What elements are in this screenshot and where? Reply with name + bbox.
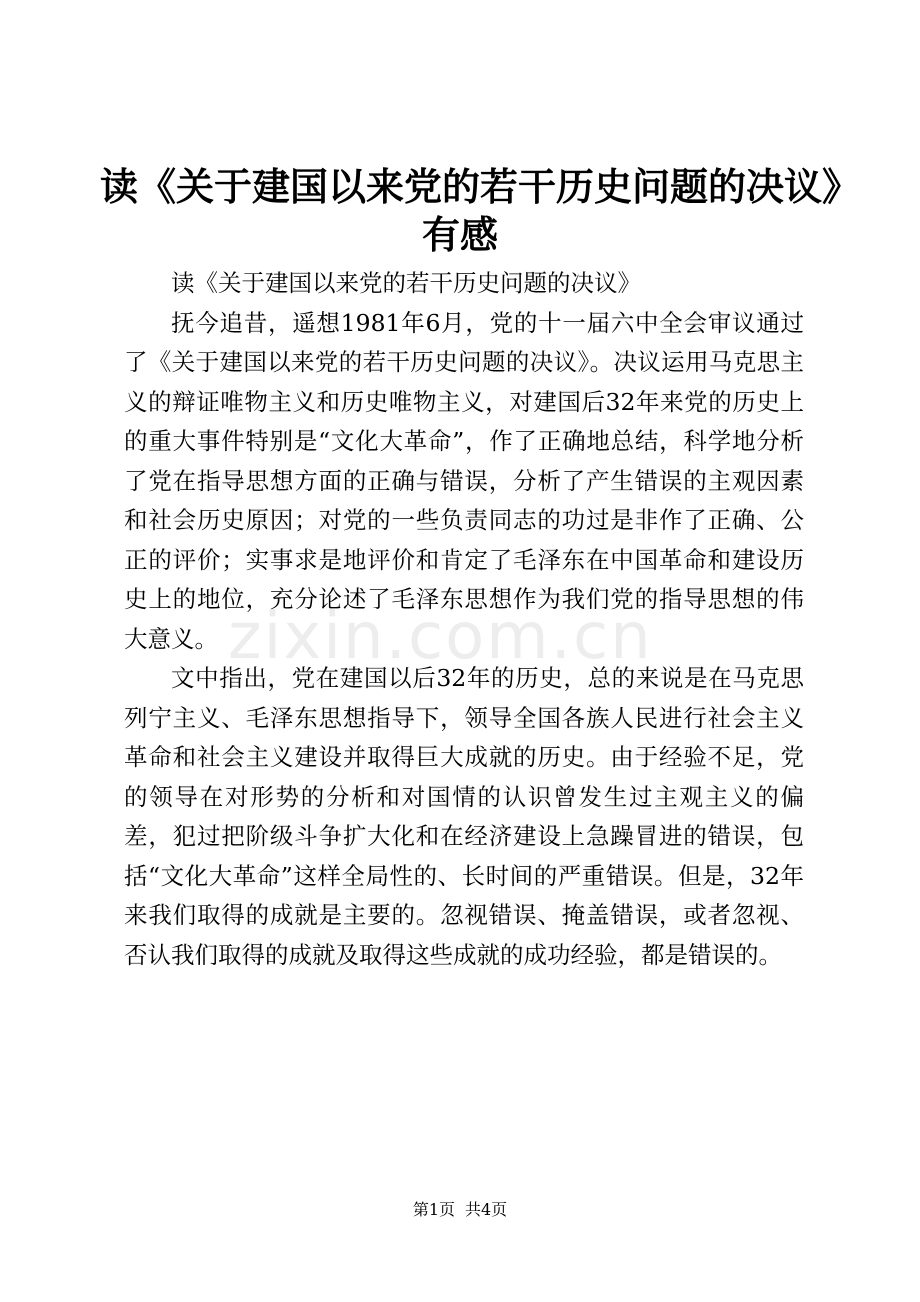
document-body (124, 264, 804, 975)
page-number: 第1页 (412, 1200, 455, 1219)
page-footer (0, 1200, 920, 1220)
document-title-line-1: 读《关于建国以来党的若干历史问题的决议》 (100, 164, 861, 209)
paragraph-1: 抚今追昔，遥想1981年6月，党的十一届六中全会审议通过了《关于建国以来党的若干历史问题的决议》。决议运用马克思主义的辩证唯物主义和历史唯物主义，对建国后32年来党的历史上的重大事件特别是“文化大革命”，作了正确地总结，科学地分析了党在指导思想方面的正确与错误，分析了产生错误的主观因素和社会历史原因；对党的一些负责同志的功过是非作了正确、公正的评价；实事求是地评价和肯定了毛泽东在中国革命和建设历史上的地位，充分论述了毛泽东思想作为我们党的指导思想的伟大意义。 (124, 308, 804, 653)
paragraph-2: 文中指出，党在建国以后32年的历史，总的来说是在马克思列宁主义、毛泽东思想指导下，领导全国各族人民进行社会主义革命和社会主义建设并取得巨大成就的历史。由于经验不足，党的领导在对形势的分析和对国情的认识曾发生过主观主义的偏差，犯过把阶级斗争扩大化和在经济建设上急躁冒进的错误，包括“文化大革命”这样全局性的、长时间的严重错误。但是，32年来我们取得的成就是主要的。忽视错误、掩盖错误，或者忽视、否认我们取得的成就及取得这些成就的成功经验，都是错误的。 (124, 664, 804, 969)
watermark: zixin.com.cn (228, 600, 653, 674)
paragraph-subtitle: 读《关于建国以来党的若干历史问题的决议》 (171, 269, 641, 297)
page-total: 共4页 (465, 1200, 508, 1219)
document-title-line-2: 有感 (421, 212, 498, 257)
